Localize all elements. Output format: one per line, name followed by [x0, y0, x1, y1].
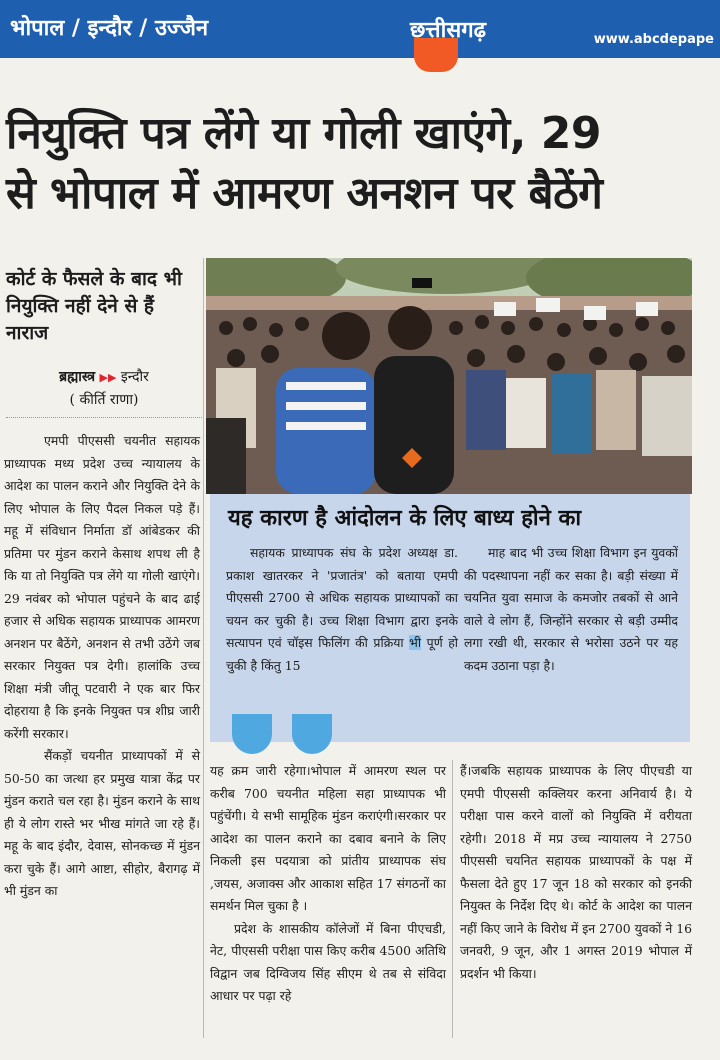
paragraph: यह क्रम जारी रहेगा।भोपाल में आमरण स्थल पर करीब 700 चयनीत महिला सहा प्राध्यापक भी पहुंचेंगी। ये सभी सामूहिक मुंडन कराएंगी।सरकार पर आदेश का पालन कराने का दबाव बनाने के लिए निकली इस पदयात्रा को प्रांतीय प्राध्यापक संघ ,जयस, अजाक्स और आकाश सहित 17 संगठनों का समर्थन मिल चुका है ।	[210, 763, 446, 913]
headline	[6, 104, 716, 224]
headline-line-1: नियुक्ति पत्र लेंगे या गोली खाएंगे, 29	[6, 108, 601, 159]
subheadline: कोर्ट के फैसले के बाद भी नियुक्ति नहीं देने से हैं नाराज	[6, 268, 182, 344]
byline-author: ( कीर्ति राणा)	[69, 392, 139, 408]
byline-arrow-icon: ▶▶	[99, 371, 117, 384]
paragraph: सैंकड़ों चयनीत प्राध्यापकों में से 50-50 का जत्था हर प्रमुख यात्रा केंद्र पर मुंडन कराते चल रहा है। मुंडन कराने के साथ ही ये लोग रास्ते भर भीख मांगते जा रहे हैं। महू के बाद इंदौर, देवास, सोनकच्छ में मुंडन करा चुके हैं। आगे आष्टा, सीहोर, बैरागढ़ में भी मुंडन का	[4, 748, 200, 898]
state-edition: छत्तीसगढ़	[410, 18, 486, 43]
paragraph: प्रदेश के शासकीय कॉलेजों में बिना पीएचडी, नेट, पीएससी परीक्षा पास किए करीब 4500 अतिथि विद्वान जब दिग्विजय सिंह सीएम थे तब से संविदा आधार पर पढ़ा रहे	[210, 920, 446, 1003]
column-rule	[203, 258, 204, 1038]
photo-illustration	[206, 258, 692, 494]
headline-line-2: से भोपाल में आमरण अनशन पर बैठेंगे	[6, 168, 603, 219]
website-url[interactable]: www.abcdepape	[593, 32, 714, 47]
reason-sidebar-box	[210, 494, 690, 742]
selected-text-highlight[interactable]: भी	[409, 635, 422, 650]
box-text: पूर्ण हो चुकी है किंतु 15	[226, 635, 458, 673]
paragraph: एमपी पीएससी चयनीत सहायक प्राध्यापक मध्य प्रदेश उच्च न्यायालय के आदेश का पालन कराने और नियुक्ति देने के लिए भोपाल के लिए पैदल निकल पड़े हैं। महू में संविधान निर्माता डॉ आंबेडकर की प्रतिमा पर मुंडन कराने केसाथ शपथ ली है कि या तो नियुक्ति पत्र लेंगे या गोली खाएंगे।29 नवंबर को भोपाल पहुंचने के बाद ढाई हजार से अधिक सहायक प्राध्यापक आमरण अनशन पर बैठेंगे, अनशन से तभी उठेंगे जब सरकार नियुक्त पत्र देगी। हालांकि उच्च शिक्षा मंत्री जीतू पटवारी ने एक बार फिर दोहराया है कि इनके नियुक्त पत्र शीघ्र जारी करेंगी सरकार।	[4, 433, 200, 741]
selection-handles	[232, 714, 342, 754]
selection-end-handle-icon[interactable]	[292, 714, 332, 754]
box-column-1	[226, 542, 458, 677]
byline	[6, 366, 202, 418]
box-text: माह बाद भी उच्च शिक्षा विभाग इन युवकों की पदस्थापना नहीं कर सका है। बड़ी संख्या में चयनित युवा समाज के कमजोर तबकों से आने वाले वे लोग हैं, जिन्होंने सरकार से बड़ी उम्मीद लगा रखी थी, सरकार से भरोसा उठने पर यह कदम उठाना पड़ा है।	[464, 545, 678, 673]
byline-city: इन्दौर	[120, 369, 149, 385]
paragraph: हैं।जबकि सहायक प्राध्यापक के लिए पीएचडी या एमपी पीएससी कक्लियर करना अनिवार्य है। ये परीक्षा पास करने वालों को नियुक्ति में वरीयता रहेगी। 2018 में मप्र उच्च न्यायालय ने 2750 पीएससी चयनित सहायक प्राध्यापकों के पक्ष में फैसला देते हुए 17 जून 18 को सरकार को इनकी नियुक्त के निर्देश दिए थे। कोर्ट के आदेश का पालन नहीं किए जाने के विरोध में इन 2700 युवकों ने 16 जनवरी, 9 जून, और 1 अगस्त 2019 भोपाल में प्रदर्शन भी किया।	[460, 763, 692, 981]
article-column-1	[4, 430, 200, 903]
article-column-3	[460, 760, 692, 985]
edition-cities: भोपाल / इन्दौर / उज्जैन	[10, 16, 209, 41]
protest-crowd-photo	[206, 258, 692, 494]
article-column-2	[210, 760, 446, 1008]
column-rule	[452, 760, 453, 1038]
byline-source: ब्रह्मास्त्र	[59, 369, 96, 385]
box-column-2	[464, 542, 678, 677]
selection-start-handle-icon[interactable]	[232, 714, 272, 754]
box-text: सहायक प्राध्यापक संघ के प्रदेश अध्यक्ष डा. प्रकाश खातरकर ने 'प्रजातंत्र' को बताया एमपी पीएससी 2700 से अधिक सहायक प्राध्यापकों का चयन कर चुकी है। उच्च शिक्षा विभाग द्वारा इनके सत्यापन एवं चॉइस फिलिंग की प्रक्रिया	[226, 545, 458, 650]
box-title: यह कारण है आंदोलन के लिए बाध्य होने का	[228, 506, 582, 531]
